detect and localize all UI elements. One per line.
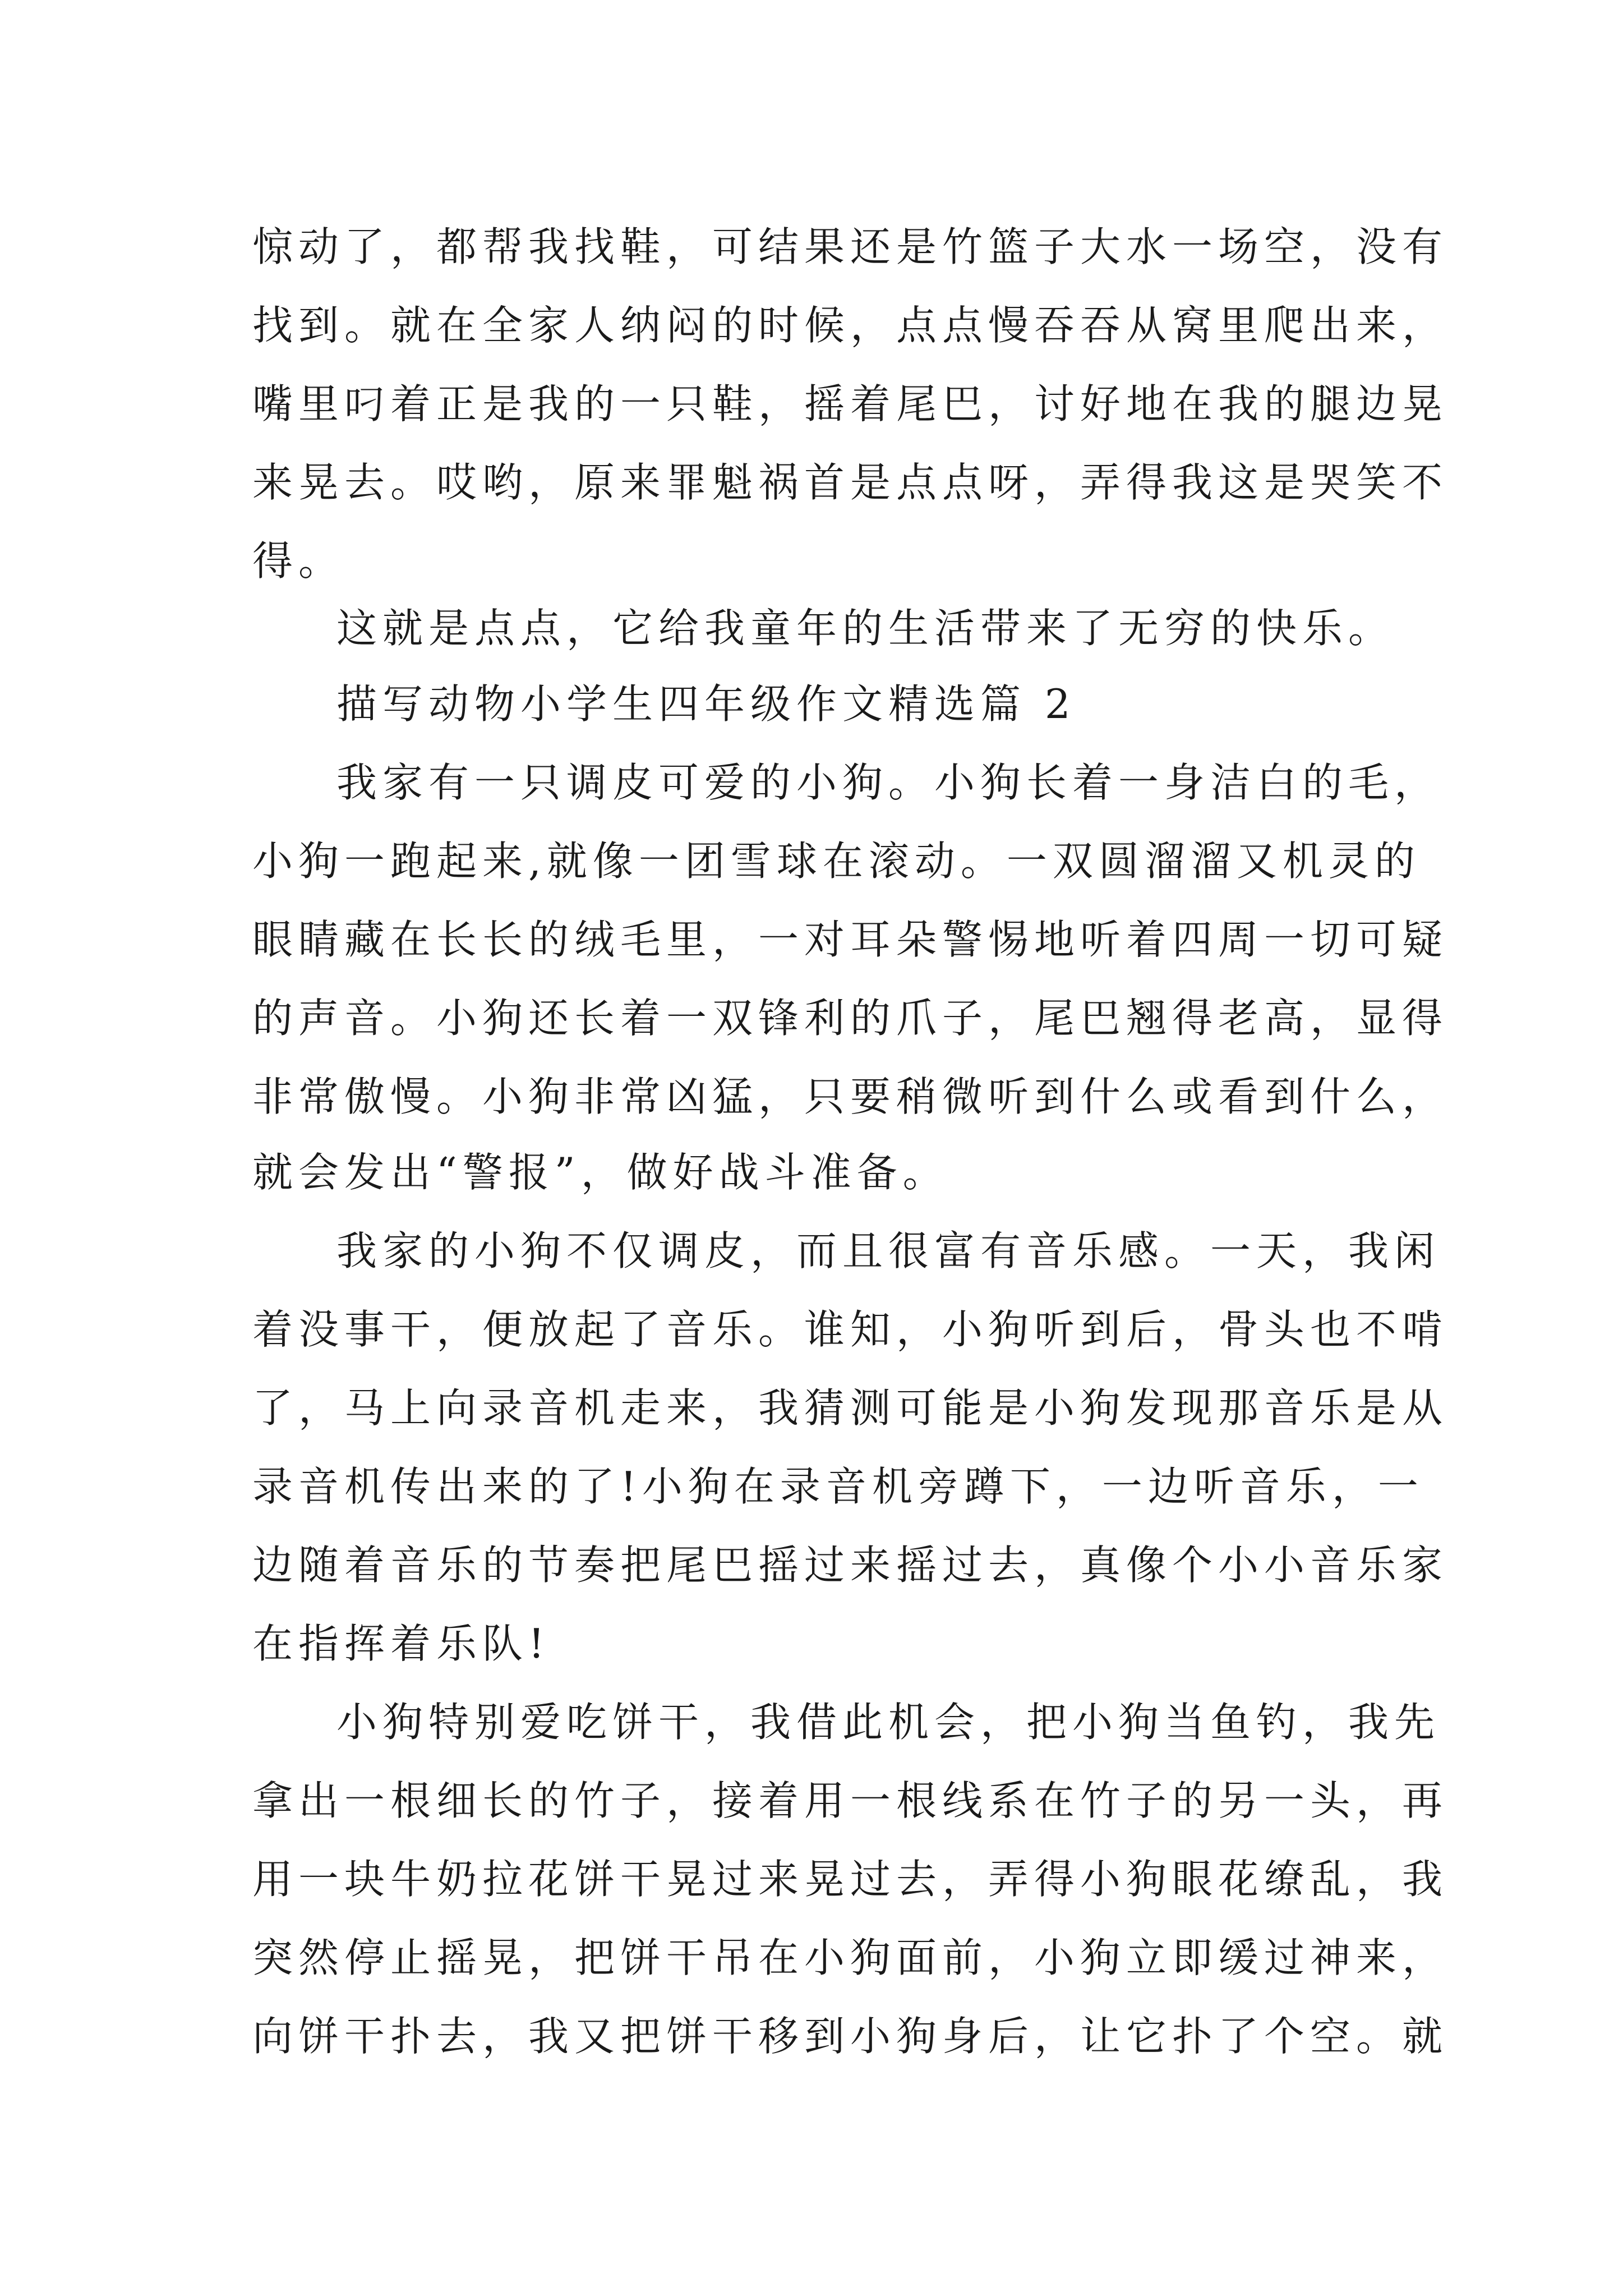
paragraph-line: 我家有一只调皮可爱的小狗。小狗长着一身洁白的毛， [336, 759, 1441, 806]
paragraph-line: 着没事干，便放起了音乐。谁知，小狗听到后，骨头也不啃 [252, 1306, 1449, 1353]
paragraph-line: 了，马上向录音机走来，我猜测可能是小狗发现那音乐是从 [252, 1384, 1449, 1432]
paragraph-line: 用一块牛奶拉花饼干晃过来晃过去，弄得小狗眼花缭乱，我 [252, 1856, 1449, 1903]
paragraph-line: 小狗特别爱吃饼干，我借此机会，把小狗当鱼钓，我先 [336, 1699, 1441, 1746]
paragraph-line: 就会发出“警报”，做好战斗准备。 [252, 1149, 949, 1196]
section-heading: 描写动物小学生四年级作文精选篇 2 [336, 680, 1076, 728]
paragraph-line: 的声音。小狗还长着一双锋利的爪子，尾巴翘得老高，显得 [252, 995, 1449, 1042]
paragraph-line: 拿出一根细长的竹子，接着用一根线系在竹子的另一头，再 [252, 1777, 1449, 1824]
paragraph-line: 眼睛藏在长长的绒毛里，一对耳朵警惕地听着四周一切可疑 [252, 916, 1449, 963]
paragraph-line: 我家的小狗不仅调皮，而且很富有音乐感。一天，我闲 [336, 1227, 1441, 1274]
paragraph-line: 找到。就在全家人纳闷的时候，点点慢吞吞从窝里爬出来， [252, 302, 1449, 349]
paragraph-line: 小狗一跑起来,就像一团雪球在滚动。一双圆溜溜又机灵的 [252, 838, 1421, 885]
paragraph-line: 嘴里叼着正是我的一只鞋，摇着尾巴，讨好地在我的腿边晃 [252, 380, 1449, 427]
paragraph-line: 边随着音乐的节奏把尾巴摇过来摇过去，真像个小小音乐家 [252, 1542, 1449, 1589]
paragraph-line: 这就是点点，它给我童年的生活带来了无穷的快乐。 [336, 605, 1395, 652]
paragraph-line: 录音机传出来的了!小狗在录音机旁蹲下，一边听音乐，一 [252, 1463, 1424, 1510]
paragraph-line: 在指挥着乐队! [252, 1620, 550, 1667]
paragraph-line: 来晃去。哎哟，原来罪魁祸首是点点呀，弄得我这是哭笑不 [252, 459, 1449, 506]
paragraph-line: 向饼干扑去，我又把饼干移到小狗身后，让它扑了个空。就 [252, 2013, 1449, 2060]
paragraph-line: 得。 [252, 537, 345, 585]
paragraph-line: 非常傲慢。小狗非常凶猛，只要稍微听到什么或看到什么， [252, 1073, 1449, 1120]
paragraph-line: 突然停止摇晃，把饼干吊在小狗面前，小狗立即缓过神来， [252, 1934, 1449, 1981]
paragraph-line: 惊动了，都帮我找鞋，可结果还是竹篮子大水一场空，没有 [252, 223, 1449, 270]
